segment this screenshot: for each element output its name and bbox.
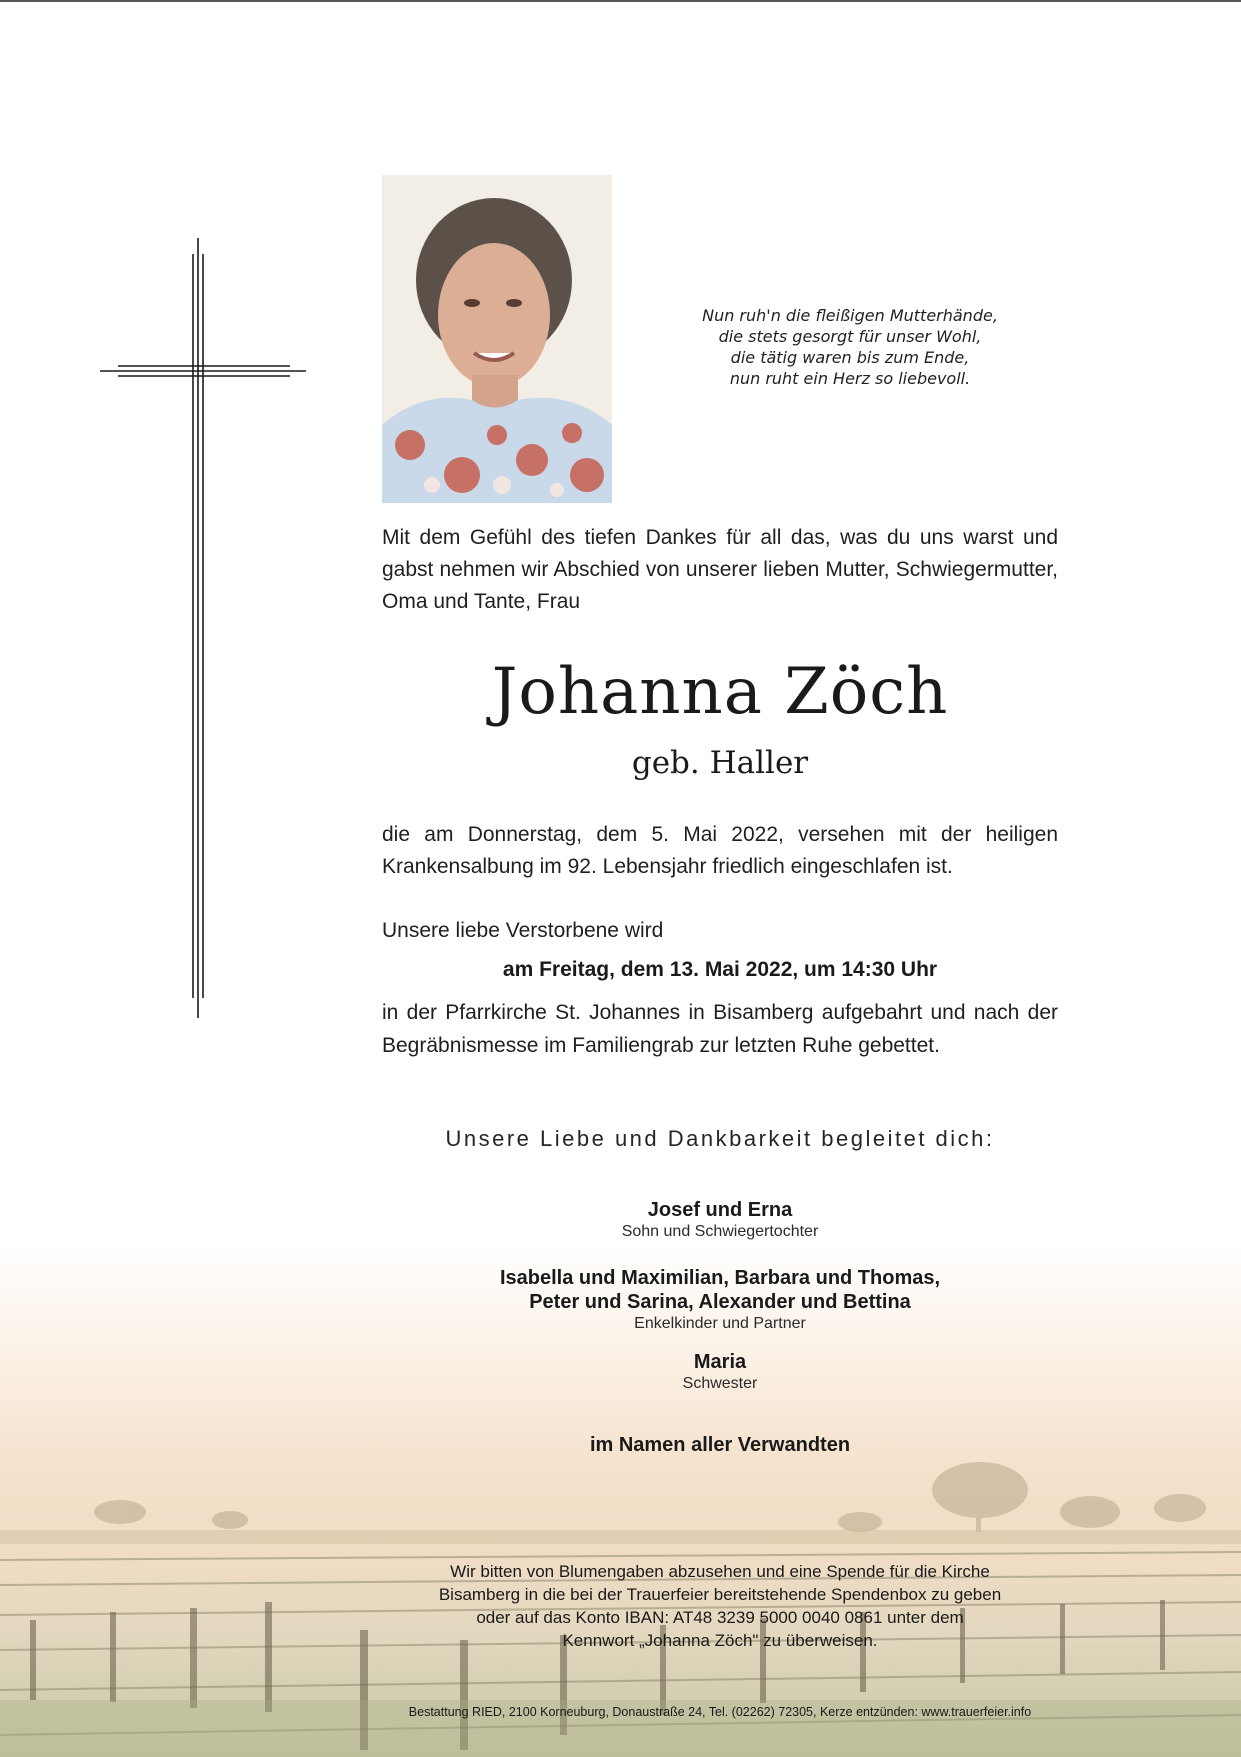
verse-line: die stets gesorgt für unser Wohl, (718, 327, 982, 346)
deceased-name: Johanna Zöch (491, 655, 949, 729)
death-notice: die am Donnerstag, dem 5. Mai 2022, versehen mit der heiligen Krankensalbung im 92. Lebensjahr friedlich eingeschlafen ist. (382, 823, 1058, 878)
donation-line: Kennwort „Johanna Zöch" zu überweisen. (562, 1631, 878, 1650)
portrait-photo (382, 175, 612, 503)
mourner-relation: Schwester (682, 1375, 758, 1392)
donation-line: Bisamberg in die bei der Trauerfeier bereitstehende Spendenbox zu geben (438, 1585, 1002, 1604)
mourner-relation: Enkelkinder und Partner (634, 1315, 806, 1332)
mourner-group (382, 1266, 1058, 1334)
funeral-date: am Freitag, dem 13. Mai 2022, um 14:30 Uhr (502, 958, 938, 981)
verse-line: nun ruht ein Herz so liebevoll. (729, 369, 971, 388)
donation-line: Wir bitten von Blumengaben abzusehen und eine Spende für die Kirche (450, 1562, 990, 1581)
verse-line: Nun ruh'n die fleißigen Mutterhände, (702, 306, 998, 325)
mourner-relation: Sohn und Schwiegertochter (621, 1223, 819, 1240)
maiden-name: geb. Haller (631, 745, 809, 781)
mourner-names: Peter und Sarina, Alexander und Bettina (529, 1291, 911, 1313)
donation-line: oder auf das Konto IBAN: AT48 3239 5000 0040 0861 unter dem (476, 1608, 964, 1627)
mourner-group (382, 1198, 1058, 1242)
thanks-line: Unsere Liebe und Dankbarkeit begleitet dich: (445, 1126, 995, 1151)
funeral-place: in der Pfarrkirche St. Johannes in Bisamberg aufgebahrt und nach der Begräbnismesse im Familiengrab zur letzten Ruhe gebettet. (382, 1001, 1058, 1057)
donation-request (382, 1560, 1058, 1652)
intro-text: Mit dem Gefühl des tiefen Dankes für all das, was du uns warst und gabst nehmen wir Abschied von unserer lieben Mutter, Schwiegermutter, Oma und Tante, Frau (382, 526, 1058, 613)
funeral-lead: Unsere liebe Verstorbene wird (382, 919, 664, 942)
mourner-names: Isabella und Maximilian, Barbara und Thomas, (499, 1267, 941, 1289)
mourner-group (382, 1350, 1058, 1394)
mourner-names: Maria (693, 1351, 747, 1373)
funeral-home-footer: Bestattung RIED, 2100 Korneuburg, Donaustraße 24, Tel. (02262) 72305, Kerze entzünden: www.trauerfeier.info (408, 1705, 1032, 1719)
memorial-verse (640, 305, 1060, 389)
mourner-names: Josef und Erna (647, 1199, 793, 1221)
cross-icon (100, 238, 306, 1020)
top-border (0, 0, 1241, 2)
closing-line: im Namen aller Verwandten (589, 1434, 851, 1456)
verse-line: die tätig waren bis zum Ende, (730, 348, 970, 367)
